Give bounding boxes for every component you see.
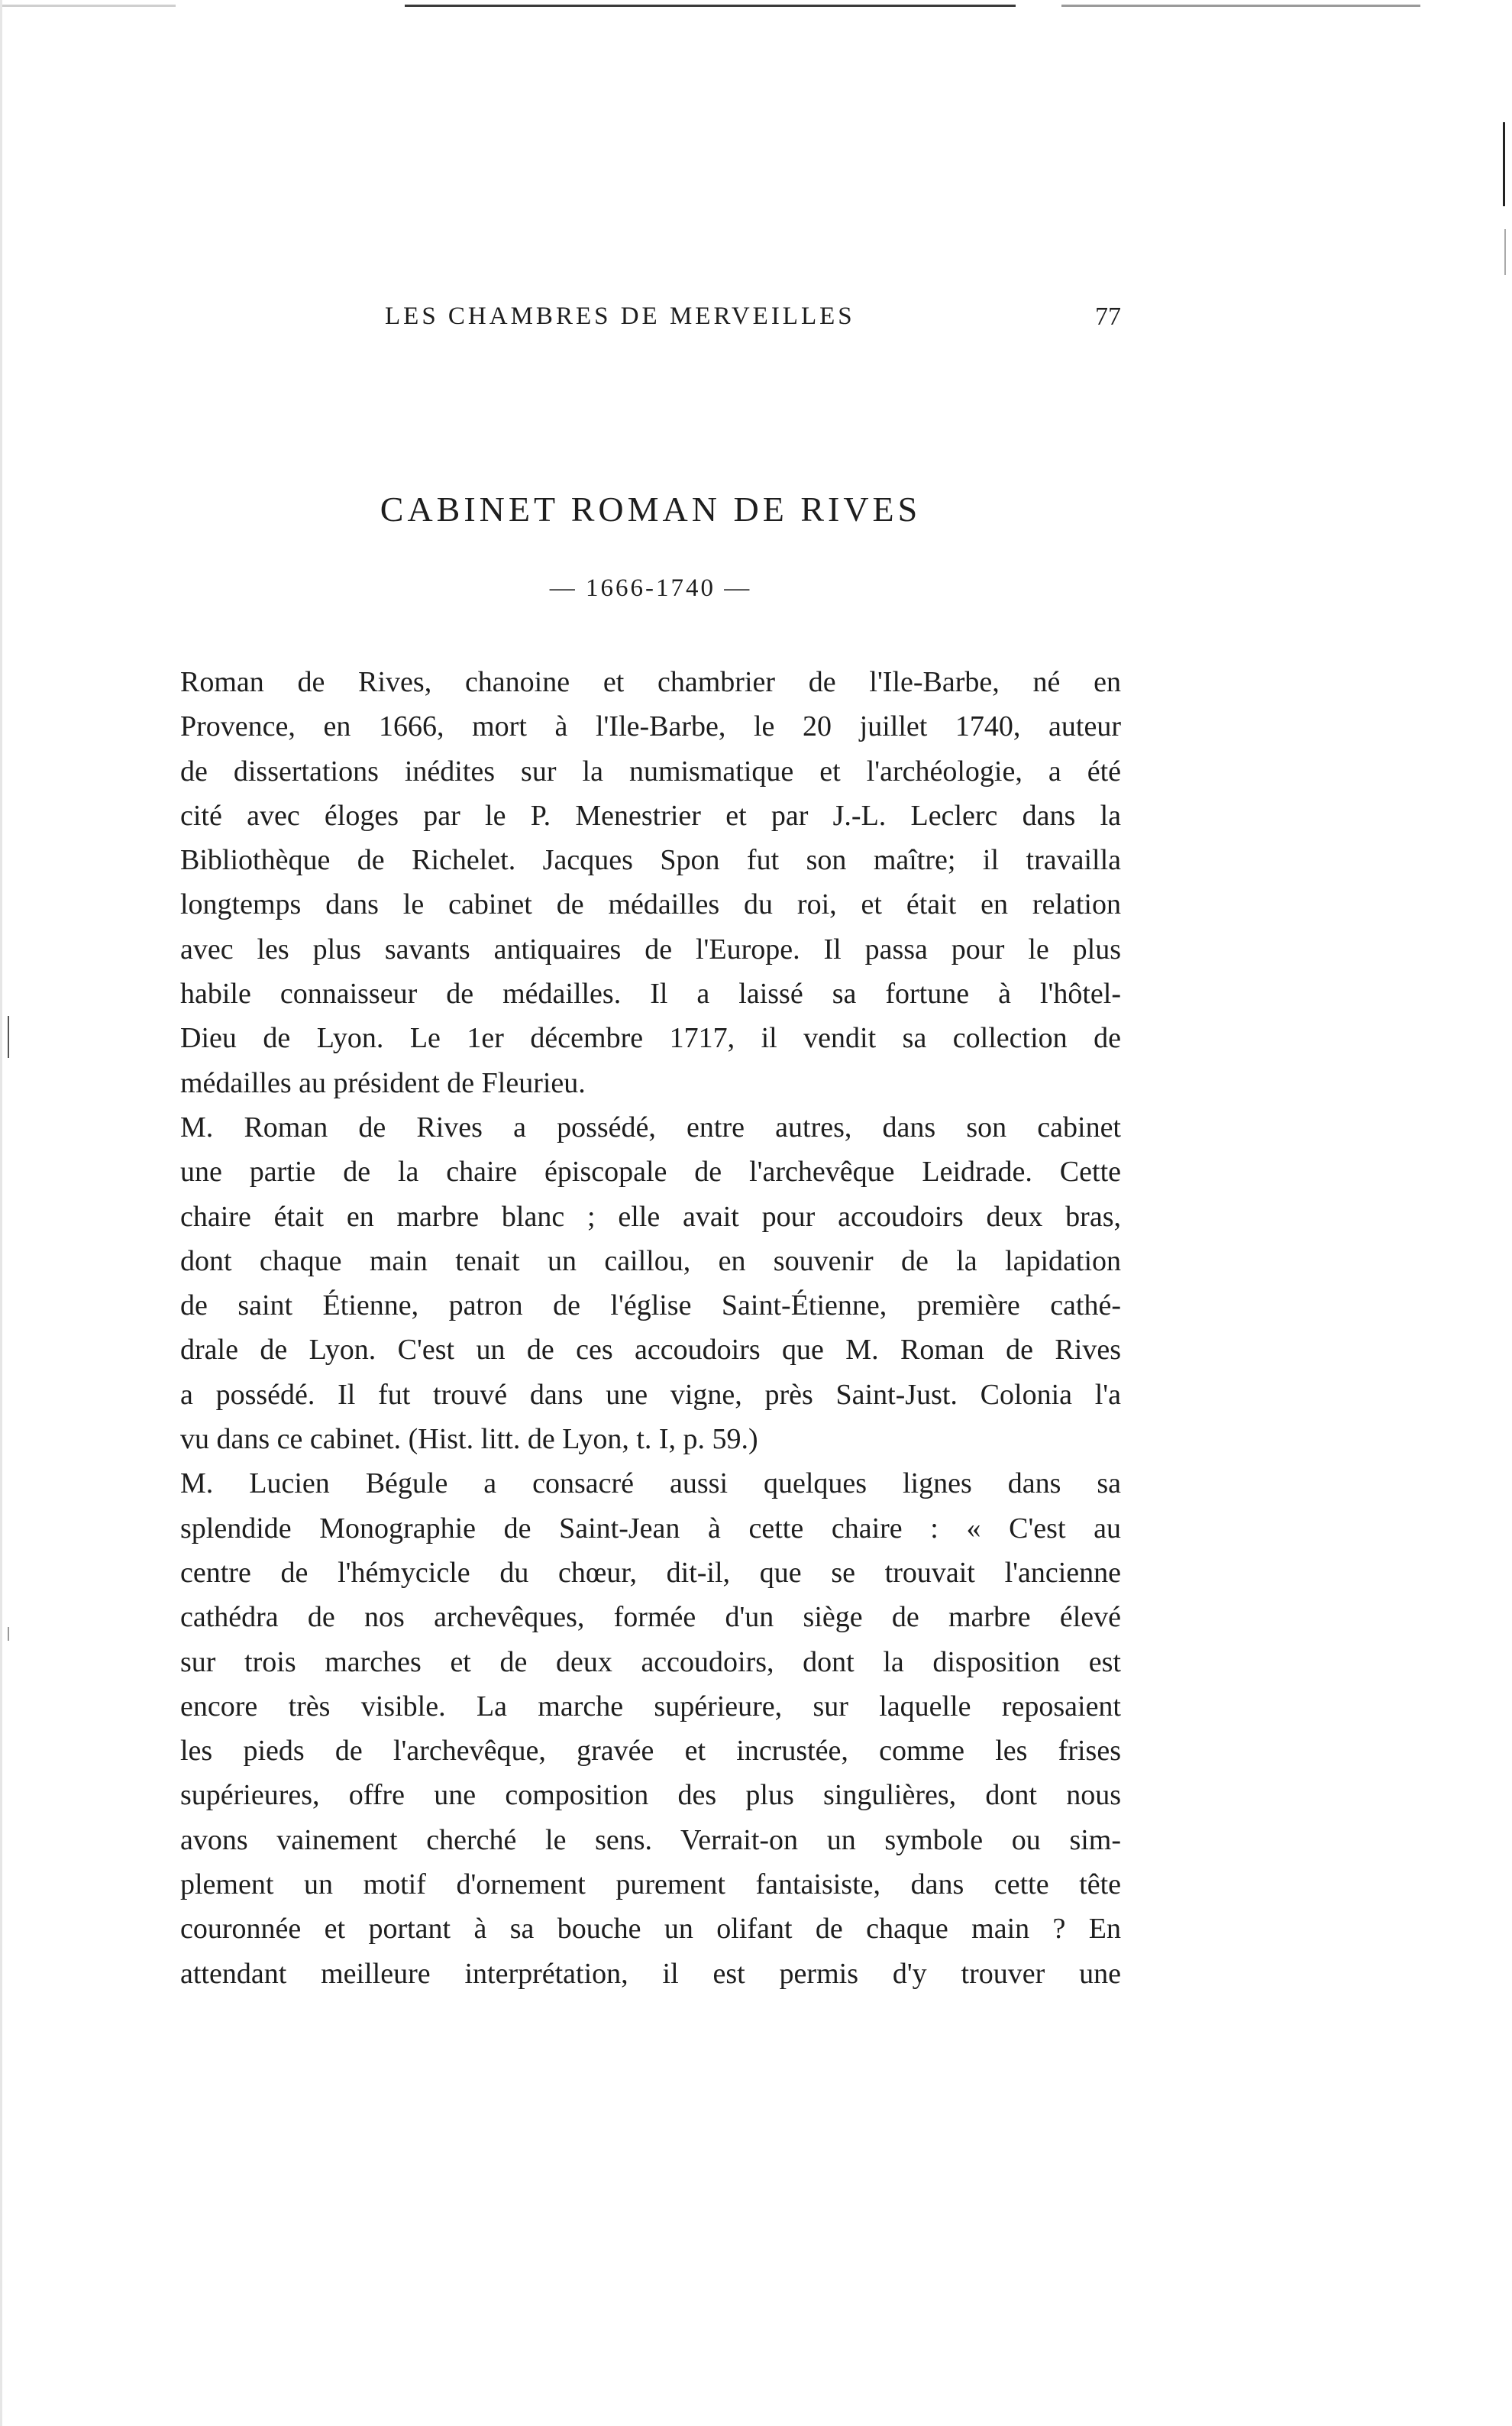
running-head <box>180 302 1121 342</box>
text-line: couronnée et portant à sa bouche un olifant de chaque main ? En <box>180 1913 1121 1946</box>
text-line: centre de l'hémycicle du chœur, dit-il, que se trouvait l'ancienne <box>180 1556 1121 1589</box>
text-line: Bibliothèque de Richelet. Jacques Spon fut son maître; il travailla <box>180 844 1121 877</box>
text-line: les pieds de l'archevêque, gravée et incrustée, comme les frises <box>180 1735 1121 1768</box>
text-line: de dissertations inédites sur la numismatique et l'archéologie, a été <box>180 755 1121 788</box>
text-line: une partie de la chaire épiscopale de l'archevêque Leidrade. Cette <box>180 1156 1121 1189</box>
text-line: avons vainement cherché le sens. Verrait-on un symbole ou sim- <box>180 1823 1121 1856</box>
text-line: supérieures, offre une composition des plus singulières, dont nous <box>180 1779 1121 1812</box>
text-line: cathédra de nos archevêques, formée d'un siège de marbre élevé <box>180 1601 1121 1634</box>
text-line: longtemps dans le cabinet de médailles du roi, et était en relation <box>180 888 1121 921</box>
text-line: dont chaque main tenait un caillou, en souvenir de la lapidation <box>180 1244 1121 1277</box>
text-line: a possédé. Il fut trouvé dans une vigne, près Saint-Just. Colonia l'a <box>180 1378 1121 1411</box>
body-text <box>180 660 1121 1996</box>
scan-margin-mark <box>1503 122 1505 206</box>
text-line: chaire était en marbre blanc ; elle avait pour accoudoirs deux bras, <box>180 1200 1121 1233</box>
text-line: habile connaisseur de médailles. Il a laissé sa fortune à l'hôtel- <box>180 978 1121 1011</box>
text-line: vu dans ce cabinet. (Hist. litt. de Lyon, t. I, p. 59.) <box>180 1423 758 1456</box>
text-line: M. Lucien Bégule a consacré aussi quelques lignes dans sa <box>180 1467 1121 1500</box>
text-line: Provence, en 1666, mort à l'Ile-Barbe, le 20 juillet 1740, auteur <box>180 710 1121 743</box>
text-line: splendide Monographie de Saint-Jean à cette chaire : « C'est au <box>180 1512 1121 1545</box>
text-line: Roman de Rives, chanoine et chambrier de l'Ile-Barbe, né en <box>180 666 1121 698</box>
text-line: encore très visible. La marche supérieure, sur laquelle reposaient <box>180 1690 1121 1722</box>
section-title: CABINET ROMAN DE RIVES <box>380 490 922 529</box>
section-dates: — 1666-1740 — <box>549 574 752 602</box>
scan-top-edge <box>0 5 1512 7</box>
scan-margin-mark <box>8 1627 9 1641</box>
running-title: LES CHAMBRES DE MERVEILLES <box>385 302 855 330</box>
scan-left-edge <box>0 0 2 2426</box>
text-line: sur trois marches et de deux accoudoirs, dont la disposition est <box>180 1645 1121 1678</box>
text-line: médailles au président de Fleurieu. <box>180 1066 586 1099</box>
text-line: drale de Lyon. C'est un de ces accoudoirs que M. Roman de Rives <box>180 1334 1121 1367</box>
text-line: M. Roman de Rives a possédé, entre autres, dans son cabinet <box>180 1111 1121 1143</box>
page-number: 77 <box>1095 302 1121 331</box>
text-line: de saint Étienne, patron de l'église Saint-Étienne, première cathé- <box>180 1289 1121 1322</box>
scan-margin-mark <box>8 1016 9 1058</box>
text-line: Dieu de Lyon. Le 1er décembre 1717, il vendit sa collection de <box>180 1022 1121 1055</box>
text-line: plement un motif d'ornement purement fantaisiste, dans cette tête <box>180 1868 1121 1901</box>
text-line: cité avec éloges par le P. Menestrier et par J.-L. Leclerc dans la <box>180 799 1121 832</box>
text-line: avec les plus savants antiquaires de l'Europe. Il passa pour le plus <box>180 933 1121 966</box>
scan-margin-mark <box>1504 229 1506 275</box>
text-line: attendant meilleure interprétation, il est permis d'y trouver une <box>180 1957 1121 1990</box>
